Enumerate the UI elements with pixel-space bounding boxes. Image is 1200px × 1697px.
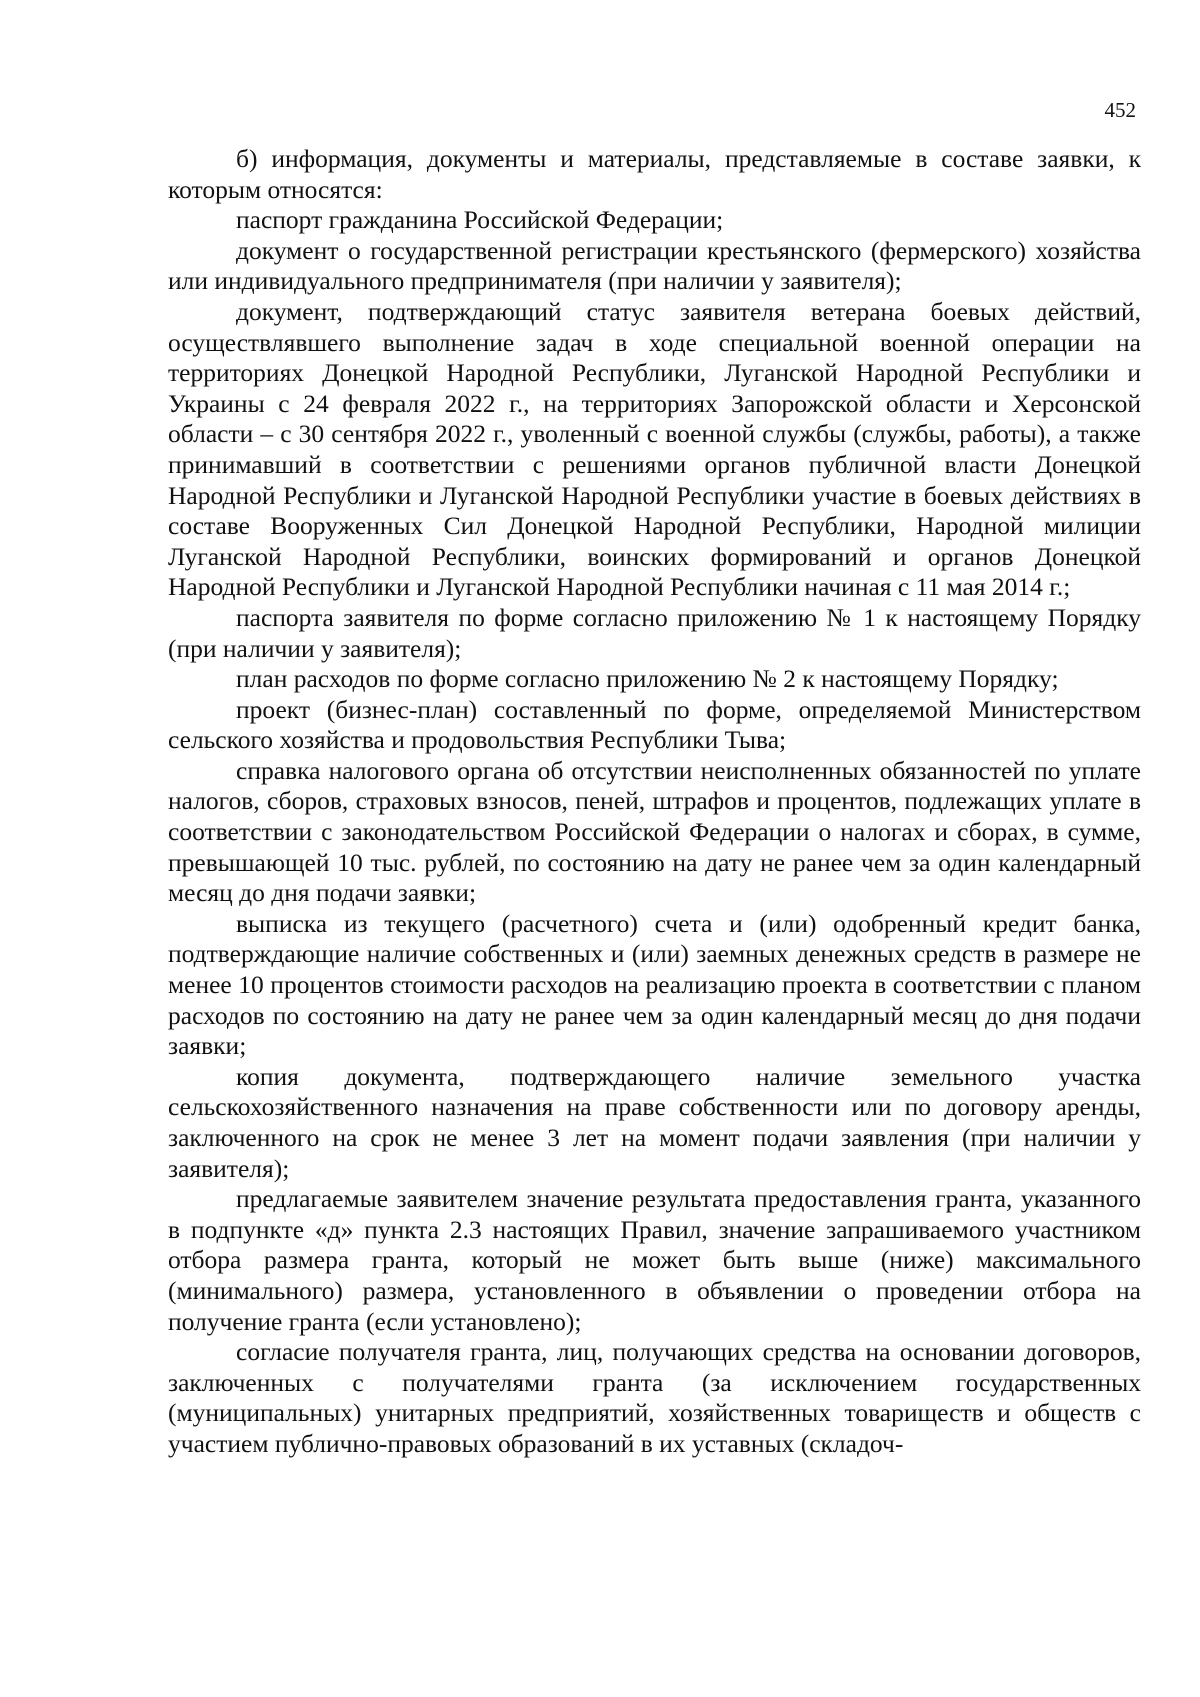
paragraph-passport: паспорт гражданина Российской Федерации;	[236, 205, 724, 235]
paragraph-veteran-status-document: документ, подтверждающий статус заявителя ветерана боевых действий, осуществлявшего выполнение задач в ходе специальной военной операции на территориях Донецкой Народной Республики, Луганской Народной Республики и Украины с 24 февраля 2022 г., на территориях Запорожской области и Херсонской области – с 30 сентября 2022 г., уволенный с военной службы (службы, работы), а также принимавший в соответствии с решениями органов публичной власти Донецкой Народной Республики и Луганской Народной Республики участие в боевых действиях в составе Вооруженных Сил Донецкой Народной Республики, Народной милиции Луганской Народной Республики, воинских формирований и органов Донецкой Народной Республики и Луганской Народной Республики начиная с 11 мая 2014 г.;	[168, 296, 1141, 602]
paragraph-item-b-intro: б) информация, документы и материалы, представляемые в составе заявки, к которым относятся:	[168, 144, 1141, 204]
document-body	[168, 144, 1141, 1460]
page-number: 452	[1104, 98, 1136, 122]
paragraph-registration-document: документ о государственной регистрации крестьянского (фермерского) хозяйства или индивидуального предпринимателя (при наличии у заявителя);	[168, 235, 1141, 296]
paragraph-land-document: копия документа, подтверждающего наличие земельного участка сельскохозяйственного назначения на праве собственности или по договору аренды, заключенного на срок не менее 3 лет на момент подачи заявления (при наличии у заявителя);	[168, 1061, 1141, 1183]
paragraph-tax-certificate: справка налогового органа об отсутствии неисполненных обязанностей по уплате налогов, сборов, страховых взносов, пеней, штрафов и процентов, подлежащих уплате в соответствии с законодательством Российской Федерации о налогах и сборах, в сумме, превышающей 10 тыс. рублей, по состоянию на дату не ранее чем за один календарный месяц до дня подачи заявки;	[168, 755, 1141, 908]
paragraph-business-plan: проект (бизнес-план) составленный по форме, определяемой Министерством сельского хозяйства и продовольствия Республики Тыва;	[168, 694, 1141, 755]
paragraph-bank-statement: выписка из текущего (расчетного) счета и (или) одобренный кредит банка, подтверждающие наличие собственных и (или) заемных денежных средств в размере не менее 10 процентов стоимости расходов на реализацию проекта в соответствии с планом расходов по состоянию на дату не ранее чем за один календарный месяц до дня подачи заявки;	[168, 908, 1141, 1061]
paragraph-expense-plan: план расходов по форме согласно приложению № 2 к настоящему Порядку;	[236, 664, 1059, 694]
paragraph-grant-result-values: предлагаемые заявителем значение результата предоставления гранта, указанного в подпункте «д» пункта 2.3 настоящих Правил, значение запрашиваемого участником отбора размера гранта, который не может быть выше (ниже) максимального (минимального) размера, установленного в объявлении о проведении отбора на получение гранта (если установлено);	[168, 1184, 1141, 1336]
paragraph-applicant-passport-form: паспорта заявителя по форме согласно приложению № 1 к настоящему Порядку (при наличии у заявителя);	[168, 602, 1141, 663]
paragraph-recipient-consent: согласие получателя гранта, лиц, получающих средства на основании договоров, заключенных с получателями гранта (за исключением государственных (муниципальных) унитарных предприятий, хозяйственных товариществ и обществ с участием публично-правовых образований в их уставных (складоч-	[168, 1337, 1141, 1458]
